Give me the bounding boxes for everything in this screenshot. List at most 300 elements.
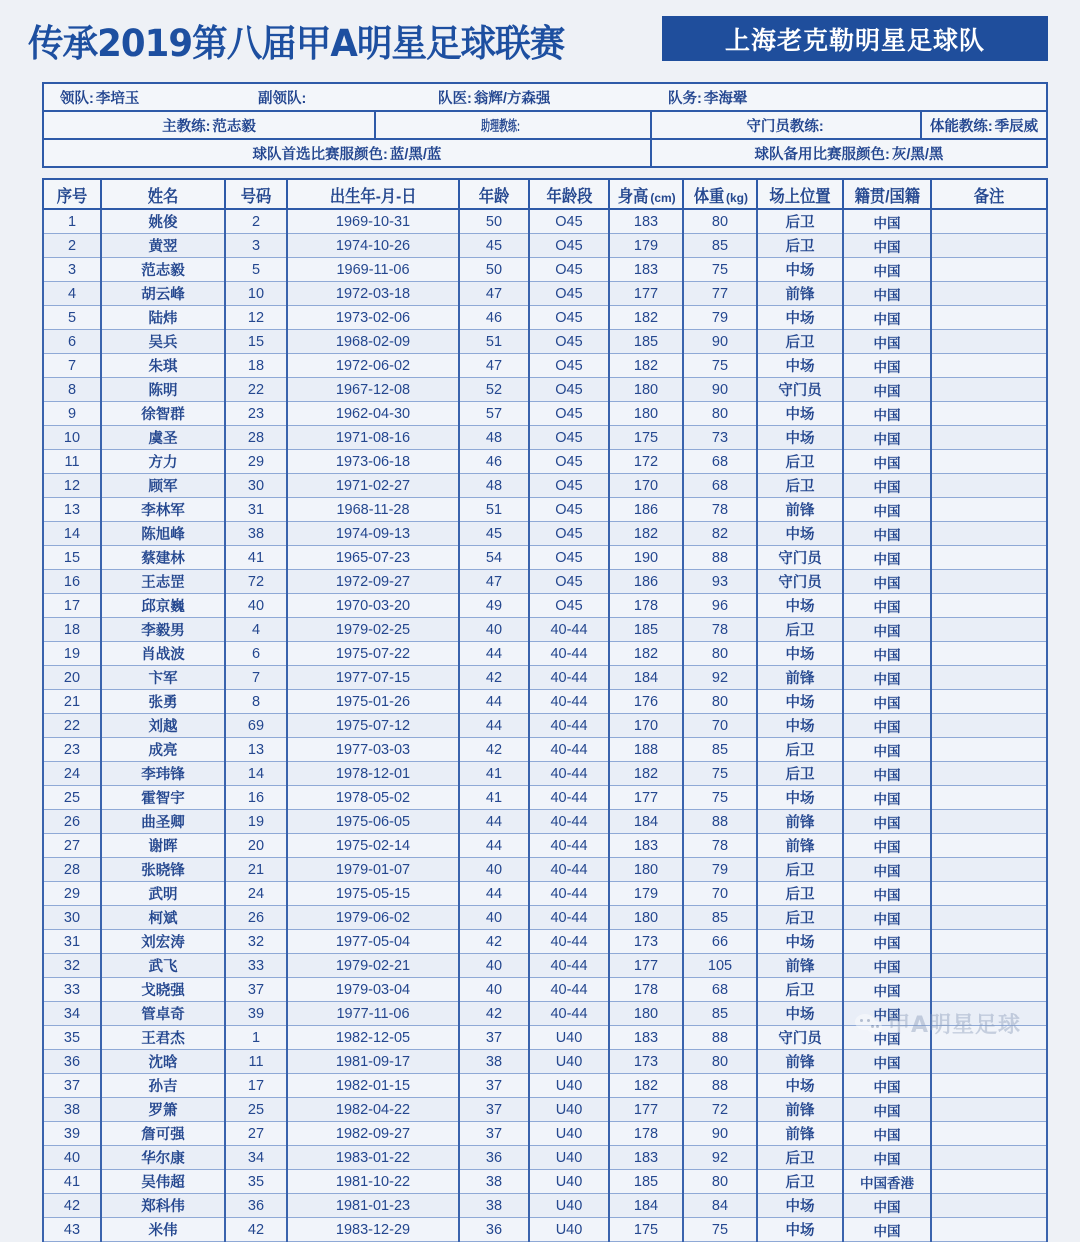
column-header-band	[529, 179, 609, 209]
staff-info-block	[42, 82, 1048, 168]
cell-position: 后卫	[757, 450, 843, 474]
cell-height: 180	[609, 1002, 683, 1026]
cell-name: 朱琪	[101, 354, 225, 378]
field-team-doctor-label: 队医:	[438, 90, 472, 107]
field-goalkeeper-coach	[650, 112, 920, 138]
cell-position: 中场	[757, 426, 843, 450]
cell-age: 50	[459, 209, 529, 234]
cell-nationality: 中国	[843, 834, 931, 858]
cell-position: 中场	[757, 642, 843, 666]
cell-no: 39	[43, 1122, 101, 1146]
cell-note	[931, 354, 1047, 378]
cell-age: 52	[459, 378, 529, 402]
cell-band: 40-44	[529, 1002, 609, 1026]
cell-height: 170	[609, 714, 683, 738]
cell-age: 47	[459, 282, 529, 306]
cell-position: 中场	[757, 522, 843, 546]
cell-num: 6	[225, 642, 287, 666]
cell-height: 184	[609, 666, 683, 690]
cell-nationality: 中国	[843, 1098, 931, 1122]
cell-name: 孙吉	[101, 1074, 225, 1098]
cell-band: 40-44	[529, 858, 609, 882]
cell-name: 蔡建林	[101, 546, 225, 570]
cell-nationality: 中国	[843, 1050, 931, 1074]
cell-name: 罗箫	[101, 1098, 225, 1122]
field-deputy-leader-label: 副领队:	[258, 90, 307, 107]
cell-note	[931, 762, 1047, 786]
cell-note	[931, 834, 1047, 858]
table-row	[43, 1122, 1047, 1146]
cell-age: 42	[459, 738, 529, 762]
table-row	[43, 1194, 1047, 1218]
cell-note	[931, 498, 1047, 522]
table-row	[43, 1146, 1047, 1170]
cell-no: 1	[43, 209, 101, 234]
cell-name: 胡云峰	[101, 282, 225, 306]
cell-no: 6	[43, 330, 101, 354]
cell-weight: 80	[683, 1170, 757, 1194]
cell-weight: 66	[683, 930, 757, 954]
cell-dob: 1982-04-22	[287, 1098, 459, 1122]
cell-weight: 90	[683, 1122, 757, 1146]
cell-weight: 85	[683, 234, 757, 258]
table-row	[43, 1026, 1047, 1050]
cell-dob: 1975-05-15	[287, 882, 459, 906]
cell-position: 前锋	[757, 282, 843, 306]
cell-position: 守门员	[757, 1026, 843, 1050]
cell-name: 武明	[101, 882, 225, 906]
cell-nationality: 中国	[843, 738, 931, 762]
cell-position: 前锋	[757, 498, 843, 522]
cell-nationality: 中国	[843, 882, 931, 906]
cell-nationality: 中国	[843, 450, 931, 474]
table-header-row	[43, 179, 1047, 209]
table-row	[43, 234, 1047, 258]
cell-num: 23	[225, 402, 287, 426]
cell-name: 刘宏涛	[101, 930, 225, 954]
cell-age: 38	[459, 1194, 529, 1218]
table-row	[43, 474, 1047, 498]
table-row	[43, 306, 1047, 330]
cell-age: 41	[459, 786, 529, 810]
cell-dob: 1975-07-12	[287, 714, 459, 738]
cell-position: 前锋	[757, 954, 843, 978]
cell-band: O45	[529, 378, 609, 402]
table-row	[43, 546, 1047, 570]
field-fitness-coach	[920, 112, 1046, 138]
cell-note	[931, 306, 1047, 330]
cell-age: 42	[459, 1002, 529, 1026]
cell-band: 40-44	[529, 906, 609, 930]
cell-num: 8	[225, 690, 287, 714]
cell-band: 40-44	[529, 738, 609, 762]
cell-note	[931, 1002, 1047, 1026]
cell-note	[931, 1098, 1047, 1122]
cell-no: 27	[43, 834, 101, 858]
cell-age: 40	[459, 858, 529, 882]
cell-weight: 96	[683, 594, 757, 618]
cell-nationality: 中国	[843, 954, 931, 978]
cell-weight: 78	[683, 498, 757, 522]
table-row	[43, 618, 1047, 642]
cell-note	[931, 282, 1047, 306]
cell-num: 31	[225, 498, 287, 522]
cell-no: 15	[43, 546, 101, 570]
cell-age: 51	[459, 498, 529, 522]
cell-weight: 75	[683, 1218, 757, 1242]
cell-weight: 68	[683, 978, 757, 1002]
cell-num: 36	[225, 1194, 287, 1218]
cell-note	[931, 786, 1047, 810]
cell-name: 王志罡	[101, 570, 225, 594]
cell-num: 3	[225, 234, 287, 258]
column-header-no	[43, 179, 101, 209]
staff-row-kit-colors	[44, 140, 1046, 168]
cell-position: 前锋	[757, 1098, 843, 1122]
cell-num: 10	[225, 282, 287, 306]
cell-name: 肖战波	[101, 642, 225, 666]
table-row	[43, 954, 1047, 978]
cell-band: O45	[529, 498, 609, 522]
cell-height: 184	[609, 810, 683, 834]
cell-no: 9	[43, 402, 101, 426]
cell-height: 182	[609, 642, 683, 666]
column-header-label: 序号	[56, 186, 88, 206]
cell-dob: 1981-09-17	[287, 1050, 459, 1074]
cell-band: U40	[529, 1122, 609, 1146]
cell-height: 177	[609, 786, 683, 810]
field-fitness-coach-value: 季辰威	[994, 118, 1039, 135]
field-team-leader-value: 李培玉	[95, 90, 140, 107]
cell-num: 40	[225, 594, 287, 618]
cell-num: 35	[225, 1170, 287, 1194]
cell-note	[931, 546, 1047, 570]
watermark-label: 甲A明星足球	[888, 1013, 1022, 1038]
table-row	[43, 810, 1047, 834]
cell-weight: 72	[683, 1098, 757, 1122]
cell-position: 前锋	[757, 1122, 843, 1146]
cell-num: 33	[225, 954, 287, 978]
field-backup-kit-value: 灰/黑/黑	[891, 146, 944, 163]
field-head-coach	[44, 112, 374, 138]
field-team-leader	[44, 84, 254, 110]
cell-note	[931, 426, 1047, 450]
cell-band: 40-44	[529, 954, 609, 978]
cell-no: 19	[43, 642, 101, 666]
table-row	[43, 858, 1047, 882]
cell-name: 詹可强	[101, 1122, 225, 1146]
cell-nationality: 中国	[843, 1146, 931, 1170]
cell-note	[931, 1146, 1047, 1170]
cell-name: 陈明	[101, 378, 225, 402]
cell-num: 18	[225, 354, 287, 378]
cell-band: 40-44	[529, 786, 609, 810]
table-row	[43, 402, 1047, 426]
cell-band: O45	[529, 474, 609, 498]
cell-num: 14	[225, 762, 287, 786]
cell-note	[931, 1074, 1047, 1098]
cell-dob: 1981-01-23	[287, 1194, 459, 1218]
table-row	[43, 690, 1047, 714]
column-header-label: 备注	[973, 186, 1005, 206]
cell-name: 刘越	[101, 714, 225, 738]
cell-height: 175	[609, 426, 683, 450]
cell-name: 曲圣卿	[101, 810, 225, 834]
cell-no: 26	[43, 810, 101, 834]
cell-name: 沈晗	[101, 1050, 225, 1074]
cell-note	[931, 690, 1047, 714]
table-row	[43, 882, 1047, 906]
cell-band: O45	[529, 354, 609, 378]
cell-band: O45	[529, 234, 609, 258]
cell-position: 中场	[757, 930, 843, 954]
cell-weight: 93	[683, 570, 757, 594]
cell-band: O45	[529, 594, 609, 618]
cell-no: 12	[43, 474, 101, 498]
cell-height: 178	[609, 1122, 683, 1146]
cell-note	[931, 1026, 1047, 1050]
cell-no: 41	[43, 1170, 101, 1194]
cell-weight: 75	[683, 762, 757, 786]
cell-nationality: 中国	[843, 1002, 931, 1026]
cell-weight: 79	[683, 858, 757, 882]
table-row	[43, 209, 1047, 234]
cell-age: 44	[459, 834, 529, 858]
cell-weight: 80	[683, 402, 757, 426]
cell-weight: 85	[683, 906, 757, 930]
cell-num: 34	[225, 1146, 287, 1170]
cell-position: 后卫	[757, 209, 843, 234]
cell-num: 24	[225, 882, 287, 906]
column-header-label: 姓名	[147, 186, 179, 206]
table-row	[43, 594, 1047, 618]
cell-name: 陆炜	[101, 306, 225, 330]
cell-weight: 105	[683, 954, 757, 978]
cell-no: 33	[43, 978, 101, 1002]
column-header-dob	[287, 179, 459, 209]
cell-note	[931, 234, 1047, 258]
cell-dob: 1975-02-14	[287, 834, 459, 858]
cell-no: 7	[43, 354, 101, 378]
cell-dob: 1972-09-27	[287, 570, 459, 594]
cell-name: 张勇	[101, 690, 225, 714]
field-primary-kit	[44, 140, 650, 166]
cell-note	[931, 258, 1047, 282]
cell-age: 44	[459, 642, 529, 666]
column-header-name	[101, 179, 225, 209]
cell-band: O45	[529, 450, 609, 474]
cell-position: 守门员	[757, 546, 843, 570]
cell-weight: 84	[683, 1194, 757, 1218]
cell-no: 36	[43, 1050, 101, 1074]
cell-position: 中场	[757, 714, 843, 738]
cell-num: 22	[225, 378, 287, 402]
table-row	[43, 834, 1047, 858]
table-row	[43, 258, 1047, 282]
cell-num: 20	[225, 834, 287, 858]
cell-no: 13	[43, 498, 101, 522]
field-deputy-leader	[254, 84, 434, 110]
cell-num: 21	[225, 858, 287, 882]
cell-name: 黄翌	[101, 234, 225, 258]
cell-height: 186	[609, 570, 683, 594]
cell-dob: 1982-01-15	[287, 1074, 459, 1098]
cell-position: 前锋	[757, 810, 843, 834]
cell-dob: 1975-01-26	[287, 690, 459, 714]
cell-dob: 1978-05-02	[287, 786, 459, 810]
cell-age: 48	[459, 426, 529, 450]
cell-nationality: 中国香港	[843, 1170, 931, 1194]
cell-no: 32	[43, 954, 101, 978]
cell-nationality: 中国	[843, 1122, 931, 1146]
cell-note	[931, 618, 1047, 642]
field-backup-kit	[650, 140, 1046, 166]
cell-age: 47	[459, 354, 529, 378]
cell-num: 32	[225, 930, 287, 954]
cell-dob: 1974-09-13	[287, 522, 459, 546]
cell-position: 后卫	[757, 978, 843, 1002]
cell-name: 顾军	[101, 474, 225, 498]
cell-dob: 1969-10-31	[287, 209, 459, 234]
cell-dob: 1971-02-27	[287, 474, 459, 498]
cell-height: 183	[609, 834, 683, 858]
column-header-label: 身高	[618, 186, 649, 206]
cell-note	[931, 570, 1047, 594]
cell-weight: 70	[683, 714, 757, 738]
cell-name: 米伟	[101, 1218, 225, 1242]
cell-height: 180	[609, 378, 683, 402]
table-row	[43, 330, 1047, 354]
table-row	[43, 354, 1047, 378]
cell-band: U40	[529, 1098, 609, 1122]
cell-nationality: 中国	[843, 690, 931, 714]
page-title: 传承2019第八届甲A明星足球联赛	[28, 22, 565, 65]
cell-band: 40-44	[529, 930, 609, 954]
cell-dob: 1979-06-02	[287, 906, 459, 930]
table-row	[43, 1098, 1047, 1122]
cell-name: 王君杰	[101, 1026, 225, 1050]
cell-note	[931, 810, 1047, 834]
cell-weight: 88	[683, 810, 757, 834]
cell-age: 36	[459, 1218, 529, 1242]
cell-height: 180	[609, 858, 683, 882]
column-header-note	[931, 179, 1047, 209]
table-row	[43, 498, 1047, 522]
cell-height: 170	[609, 474, 683, 498]
cell-nationality: 中国	[843, 810, 931, 834]
cell-nationality: 中国	[843, 570, 931, 594]
cell-dob: 1967-12-08	[287, 378, 459, 402]
cell-dob: 1973-06-18	[287, 450, 459, 474]
cell-no: 28	[43, 858, 101, 882]
cell-weight: 90	[683, 378, 757, 402]
field-goalkeeper-coach-label: 守门员教练:	[746, 118, 824, 135]
cell-height: 179	[609, 234, 683, 258]
column-header-nationality	[843, 179, 931, 209]
cell-band: 40-44	[529, 690, 609, 714]
column-header-label: 籍贯/国籍	[854, 186, 920, 206]
cell-num: 41	[225, 546, 287, 570]
cell-nationality: 中国	[843, 1218, 931, 1242]
cell-weight: 88	[683, 1026, 757, 1050]
cell-weight: 90	[683, 330, 757, 354]
cell-no: 31	[43, 930, 101, 954]
cell-weight: 80	[683, 1050, 757, 1074]
cell-no: 10	[43, 426, 101, 450]
cell-dob: 1977-05-04	[287, 930, 459, 954]
cell-dob: 1977-11-06	[287, 1002, 459, 1026]
cell-weight: 78	[683, 834, 757, 858]
cell-band: 40-44	[529, 714, 609, 738]
table-row	[43, 1074, 1047, 1098]
cell-no: 5	[43, 306, 101, 330]
column-header-label: 年龄段	[546, 186, 592, 206]
cell-note	[931, 882, 1047, 906]
cell-num: 30	[225, 474, 287, 498]
cell-age: 50	[459, 258, 529, 282]
cell-position: 后卫	[757, 330, 843, 354]
cell-weight: 75	[683, 786, 757, 810]
cell-no: 18	[43, 618, 101, 642]
cell-position: 中场	[757, 258, 843, 282]
roster-table-body	[43, 209, 1047, 1242]
cell-num: 69	[225, 714, 287, 738]
column-header-position	[757, 179, 843, 209]
cell-nationality: 中国	[843, 378, 931, 402]
cell-weight: 80	[683, 690, 757, 714]
cell-age: 45	[459, 522, 529, 546]
cell-nationality: 中国	[843, 762, 931, 786]
field-backup-kit-label: 球队备用比赛服颜色:	[754, 146, 890, 163]
table-row	[43, 762, 1047, 786]
cell-note	[931, 930, 1047, 954]
cell-height: 183	[609, 1146, 683, 1170]
cell-name: 武飞	[101, 954, 225, 978]
cell-name: 华尔康	[101, 1146, 225, 1170]
cell-no: 38	[43, 1098, 101, 1122]
cell-height: 173	[609, 1050, 683, 1074]
cell-age: 42	[459, 666, 529, 690]
cell-note	[931, 522, 1047, 546]
cell-height: 183	[609, 258, 683, 282]
cell-height: 185	[609, 618, 683, 642]
cell-band: 40-44	[529, 834, 609, 858]
cell-band: O45	[529, 258, 609, 282]
cell-num: 13	[225, 738, 287, 762]
cell-band: U40	[529, 1170, 609, 1194]
cell-band: 40-44	[529, 642, 609, 666]
cell-num: 11	[225, 1050, 287, 1074]
cell-nationality: 中国	[843, 714, 931, 738]
cell-dob: 1981-10-22	[287, 1170, 459, 1194]
cell-nationality: 中国	[843, 209, 931, 234]
cell-nationality: 中国	[843, 618, 931, 642]
cell-name: 李林军	[101, 498, 225, 522]
cell-age: 41	[459, 762, 529, 786]
cell-nationality: 中国	[843, 474, 931, 498]
field-head-coach-value: 范志毅	[212, 118, 256, 135]
cell-name: 姚俊	[101, 209, 225, 234]
cell-name: 吴伟超	[101, 1170, 225, 1194]
column-header-label: 号码	[240, 186, 272, 206]
roster-table	[42, 178, 1048, 1242]
cell-note	[931, 378, 1047, 402]
column-header-unit: (kg)	[726, 190, 748, 205]
cell-band: 40-44	[529, 618, 609, 642]
cell-num: 37	[225, 978, 287, 1002]
cell-age: 40	[459, 618, 529, 642]
cell-name: 李毅男	[101, 618, 225, 642]
